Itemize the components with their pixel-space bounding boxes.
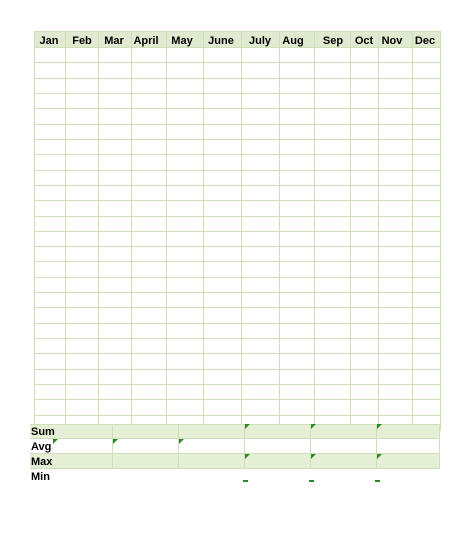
main-table bbox=[34, 31, 441, 431]
month-header-july[interactable]: July bbox=[248, 35, 272, 47]
month-header-dec[interactable]: Dec bbox=[414, 35, 436, 47]
error-indicator-icon[interactable] bbox=[179, 439, 184, 444]
summary-table bbox=[30, 424, 440, 483]
error-indicator-icon[interactable] bbox=[53, 439, 58, 444]
summary-label-avg: Avg bbox=[31, 441, 52, 453]
month-header-june[interactable]: June bbox=[208, 35, 234, 47]
grid-lines bbox=[34, 31, 441, 431]
summary-label-sum: Sum bbox=[31, 426, 55, 438]
month-header-aug[interactable]: Aug bbox=[282, 35, 304, 47]
month-header-nov[interactable]: Nov bbox=[381, 35, 403, 47]
cell-underline-marker bbox=[375, 480, 380, 482]
month-header-oct[interactable]: Oct bbox=[354, 35, 374, 47]
error-indicator-icon[interactable] bbox=[113, 439, 118, 444]
header-row-fill bbox=[34, 31, 440, 47]
month-header-jan[interactable]: Jan bbox=[39, 35, 59, 47]
month-header-april[interactable]: April bbox=[133, 35, 159, 47]
summary-label-max: Max bbox=[31, 456, 53, 468]
month-header-sep[interactable]: Sep bbox=[322, 35, 344, 47]
cell-underline-marker bbox=[309, 480, 314, 482]
month-header-may[interactable]: May bbox=[171, 35, 193, 47]
month-header-feb[interactable]: Feb bbox=[72, 35, 92, 47]
summary-label-min: Min bbox=[31, 471, 50, 483]
month-header-mar[interactable]: Mar bbox=[104, 35, 124, 47]
cell-underline-marker bbox=[243, 480, 248, 482]
